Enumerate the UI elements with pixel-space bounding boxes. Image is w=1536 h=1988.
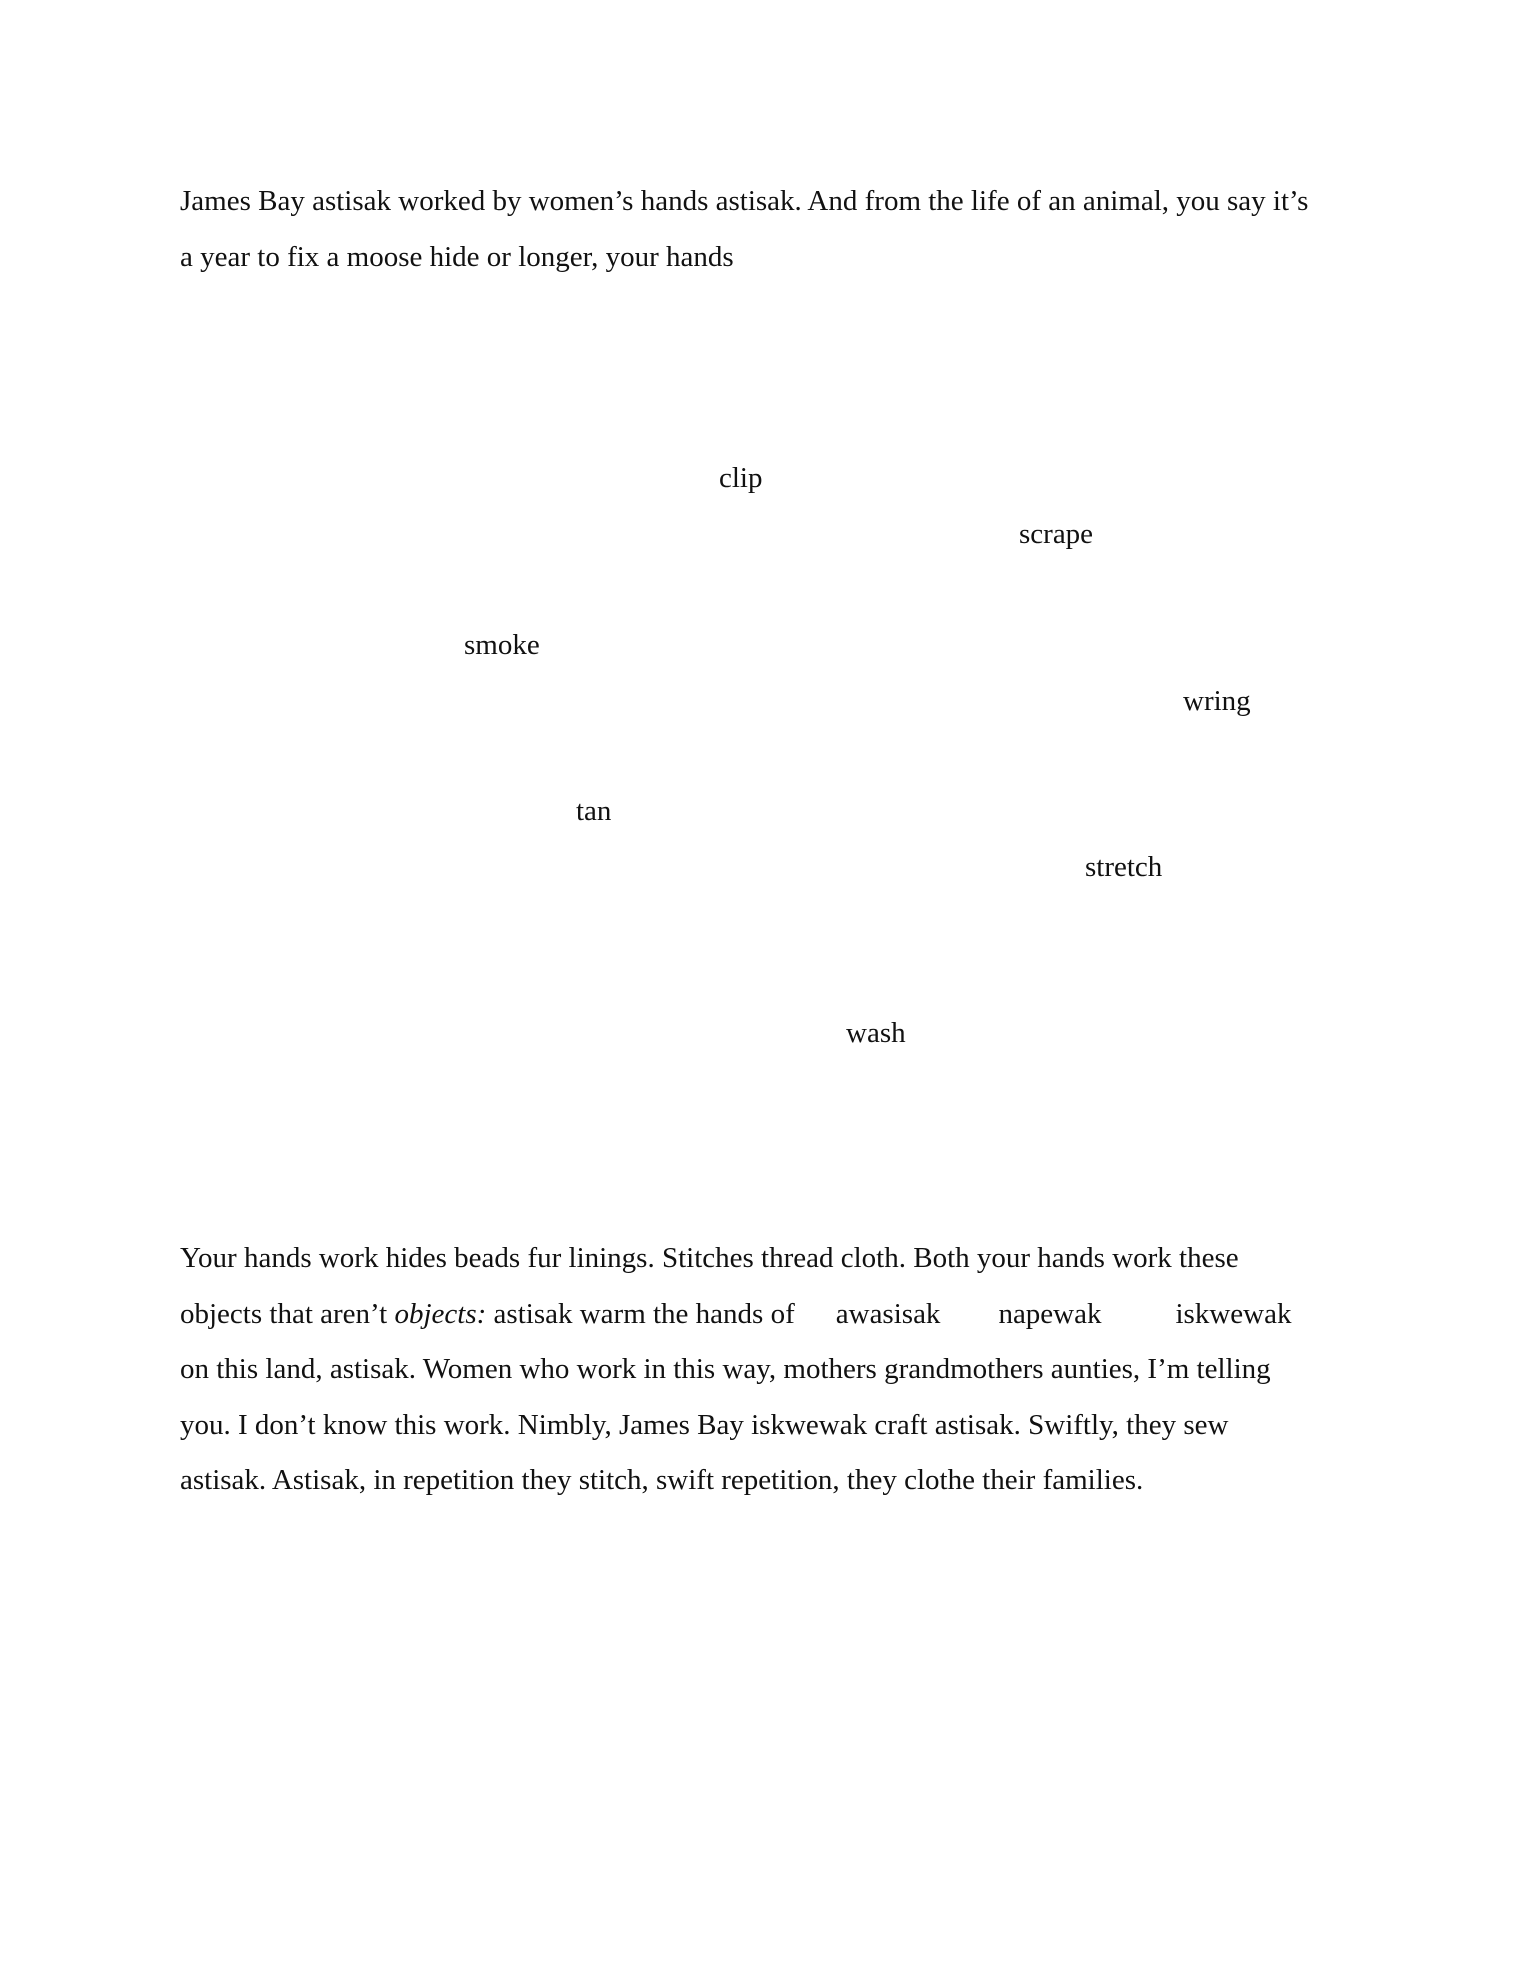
closing-line-1: Your hands work hides beads fur linings. Stitches thread cloth. Both your hands work these <box>180 1242 1239 1274</box>
verb-stretch: stretch <box>1085 851 1163 883</box>
closing-line-2 <box>180 1287 1360 1343</box>
verb-wring: wring <box>1183 685 1251 717</box>
verb-clip: clip <box>719 462 763 494</box>
word-awasisak: awasisak <box>835 1297 941 1330</box>
closing-line-3: on this land, astisak. Women who work in this way, mothers grandmothers aunties, I’m telling <box>180 1353 1271 1385</box>
opening-line-2: a year to fix a moose hide or longer, your hands <box>180 240 734 273</box>
closing-line-4: you. I don’t know this work. Nimbly, James Bay iskwewak craft astisak. Swiftly, they sew <box>180 1408 1229 1441</box>
word-iskwewak: iskwewak <box>1175 1297 1292 1330</box>
verb-smoke: smoke <box>464 629 540 661</box>
verb-scrape: scrape <box>1019 518 1094 550</box>
opening-paragraph <box>180 174 1360 285</box>
word-napewak: napewak <box>998 1297 1102 1330</box>
verb-wash: wash <box>846 1017 906 1049</box>
closing-paragraph <box>180 1231 1360 1509</box>
closing-line-5: astisak. Astisak, in repetition they stitch, swift repetition, they clothe their families. <box>180 1464 1144 1496</box>
closing-line-2-rest: astisak warm the hands of <box>486 1297 795 1330</box>
opening-line-1: James Bay astisak worked by women’s hands astisak. And from the life of an animal, you say it’s <box>180 185 1309 217</box>
verb-tan: tan <box>576 795 612 827</box>
italic-objects: objects: <box>394 1297 487 1330</box>
closing-line-2-start: objects that aren’t <box>180 1297 395 1330</box>
